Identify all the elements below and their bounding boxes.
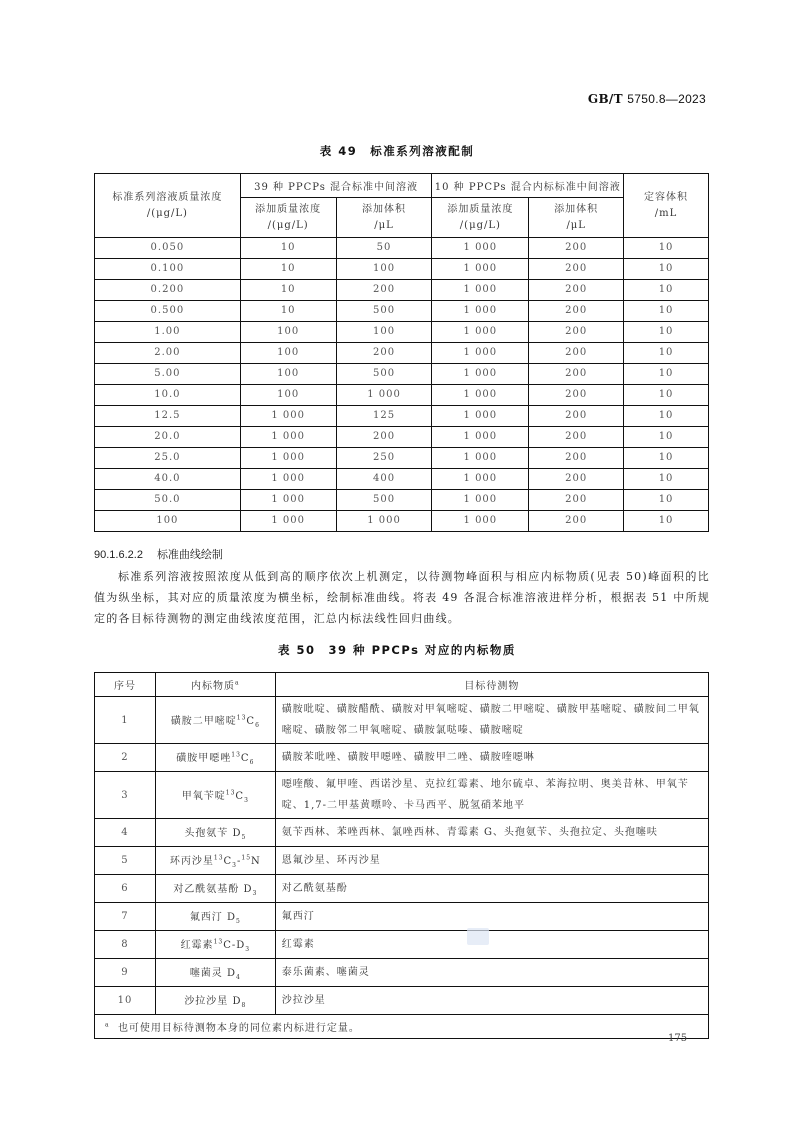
subheader-vol-1: [336, 198, 432, 238]
table-row: [95, 697, 709, 744]
table-cell: 40.0: [95, 469, 241, 490]
table-cell: 125: [336, 406, 432, 427]
table-row: [95, 490, 709, 511]
page-number: 175: [668, 1033, 688, 1044]
isotope-label: C: [223, 856, 233, 867]
table-cell: 10: [624, 469, 709, 490]
table-cell: 200: [529, 448, 624, 469]
table-row: [95, 772, 709, 819]
table-cell: 200: [529, 301, 624, 322]
table-cell: 1 000: [432, 427, 529, 448]
header-group-internal: 10 种 PPCPs 混合内标标准中间溶液: [432, 174, 624, 198]
isotope-count: 4: [236, 974, 241, 981]
subheader-unit: /μL: [374, 219, 394, 231]
table-cell: 10: [240, 259, 336, 280]
table-cell: 10: [624, 301, 709, 322]
header-target: 目标待测物: [275, 673, 708, 697]
table-cell: 1 000: [432, 343, 529, 364]
table-49: [94, 173, 709, 532]
footnote-mark: a: [235, 679, 240, 687]
isotope-count: 3: [245, 946, 251, 953]
target-analytes: 红霉素: [275, 931, 708, 959]
table-cell: 500: [336, 364, 432, 385]
table-cell: 1 000: [432, 469, 529, 490]
isotope-count: 3: [232, 862, 237, 869]
standard-code: [588, 92, 706, 106]
isotope-count: 3: [244, 796, 249, 804]
isotope-sep: -: [237, 856, 242, 867]
is-name: 头孢氨苄: [184, 828, 233, 839]
isotope-label: C-D: [223, 940, 246, 951]
internal-standard: [155, 931, 275, 959]
watermark-logo: [467, 928, 489, 945]
subheader-vol-2: [529, 198, 624, 238]
target-analytes: 泰乐菌素、噻菌灵: [275, 959, 708, 987]
table-row: [95, 280, 709, 301]
table-cell: 100: [240, 364, 336, 385]
table-cell: 200: [336, 280, 432, 301]
table-cell: 10: [624, 448, 709, 469]
row-index: 9: [95, 959, 156, 987]
table-row: [95, 448, 709, 469]
isotope-label: D: [232, 996, 242, 1007]
footnote-text: 也可使用目标待测物本身的同位素内标进行定量。: [117, 1023, 360, 1034]
table-cell: 200: [529, 469, 624, 490]
target-analytes: 噁喹酸、氟甲喹、西诺沙星、克拉红霉素、地尔硫卓、苯海拉明、奥美昔林、甲氧苄啶、1,7-二甲基黄嘌呤、卡马西平、脱氢硝苯地平: [275, 772, 708, 819]
isotope-mass: 13: [231, 751, 241, 759]
table49-caption: 表 49 标准系列溶液配制: [319, 144, 475, 158]
isotope-mass: 13: [225, 789, 236, 797]
table-cell: 10: [624, 406, 709, 427]
internal-standard: [155, 875, 275, 903]
target-analytes: 氨苄西林、苯唑西林、氯唑西林、青霉素 G、头孢氨苄、头孢拉定、头孢噻呋: [275, 819, 708, 847]
header-concentration: [95, 174, 241, 238]
isotope-mass: 15: [241, 854, 252, 862]
standard-prefix: GB/T: [587, 92, 623, 106]
table-50: [94, 672, 709, 1039]
isotope-count: 6: [249, 759, 255, 766]
table-cell: 10.0: [95, 385, 241, 406]
header-label: 定容体积: [644, 191, 689, 203]
table-cell: 100: [336, 259, 432, 280]
internal-standard: [155, 903, 275, 931]
isotope-count: 5: [241, 834, 247, 841]
table-cell: 10: [624, 259, 709, 280]
table-cell: 50.0: [95, 490, 241, 511]
table-cell: 100: [336, 322, 432, 343]
table-cell: 10: [624, 322, 709, 343]
row-index: 5: [95, 847, 156, 875]
is-name: 红霉素: [180, 940, 214, 951]
table-cell: 5.00: [95, 364, 241, 385]
table-row: [95, 959, 709, 987]
header-internal-standard: [155, 673, 275, 697]
table-cell: 1 000: [336, 511, 432, 532]
is-name: 甲氧苄啶: [181, 790, 226, 802]
table-row: [95, 343, 709, 364]
table-row: [95, 469, 709, 490]
table-cell: 10: [624, 280, 709, 301]
subheader-label: 添加体积: [362, 203, 407, 215]
table-cell: 10: [624, 364, 709, 385]
table-cell: 0.100: [95, 259, 241, 280]
table-cell: 200: [529, 343, 624, 364]
target-analytes: 对乙酰氨基酚: [275, 875, 708, 903]
internal-standard: [155, 987, 275, 1015]
table-row: [95, 301, 709, 322]
isotope-count: 3: [252, 890, 258, 897]
table-cell: 1 000: [432, 238, 529, 259]
table-row: [95, 385, 709, 406]
table-cell: 200: [529, 280, 624, 301]
header-index: 序号: [95, 673, 156, 697]
table-cell: 1 000: [432, 259, 529, 280]
is-name: 氟西汀: [189, 912, 227, 923]
is-name: 对乙酰氨基酚: [173, 884, 244, 895]
table-cell: 200: [529, 259, 624, 280]
subheader-unit: /(μg/L): [267, 219, 309, 231]
table-cell: 1 000: [240, 469, 336, 490]
isotope-label: D: [227, 912, 237, 923]
table-cell: 200: [529, 364, 624, 385]
isotope-label: C: [246, 715, 256, 727]
table-row: [95, 406, 709, 427]
table-row: [95, 847, 709, 875]
table-cell: 1 000: [240, 511, 336, 532]
isotope-count: 8: [241, 1002, 247, 1009]
table-cell: 1 000: [432, 364, 529, 385]
internal-standard: [155, 772, 275, 819]
isotope-mass: 13: [213, 854, 224, 862]
table-cell: 1 000: [432, 280, 529, 301]
table-cell: 200: [529, 490, 624, 511]
table-cell: 1 000: [432, 385, 529, 406]
table-cell: 500: [336, 490, 432, 511]
table-row: [95, 238, 709, 259]
isotope-mass: 13: [213, 938, 224, 946]
is-name: 噻菌灵: [189, 968, 227, 979]
section-title: 标准曲线绘制: [156, 548, 223, 561]
subheader-conc-1: [240, 198, 336, 238]
table-cell: 100: [240, 322, 336, 343]
table-row: [95, 322, 709, 343]
internal-standard: [155, 959, 275, 987]
table-cell: 200: [529, 322, 624, 343]
row-index: 1: [95, 697, 156, 744]
section-paragraph: 标准系列溶液按照浓度从低到高的顺序依次上机测定，以待测物峰面积与相应内标物质(见表 50)峰面积的比值为纵坐标，其对应的质量浓度为横坐标，绘制标准曲线。将表 49 各混合标准溶液进样分析，根据表 51 中所规定的各目标待测物的测定曲线浓度范围，汇总内标法线性回归曲线。: [94, 570, 710, 625]
header-label: 标准系列溶液质量浓度: [112, 191, 223, 203]
row-index: 3: [95, 772, 156, 819]
row-index: 6: [95, 875, 156, 903]
table-cell: 50: [336, 238, 432, 259]
table-cell: 200: [336, 343, 432, 364]
section-heading: [94, 546, 223, 562]
table-cell: 100: [240, 343, 336, 364]
subheader-label: 添加质量浓度: [447, 203, 514, 215]
header-unit: /(μg/L): [146, 207, 188, 219]
table-cell: 100: [240, 385, 336, 406]
isotope-label: D: [232, 828, 242, 839]
row-index: 2: [95, 744, 156, 772]
table-row: [95, 903, 709, 931]
table-cell: 10: [624, 238, 709, 259]
table-cell: 1 000: [240, 490, 336, 511]
internal-standard: [155, 847, 275, 875]
subheader-label: 添加质量浓度: [255, 203, 322, 215]
isotope-label: C: [235, 790, 245, 802]
is-name: 磺胺二甲嘧啶: [170, 715, 237, 727]
internal-standard: [155, 744, 275, 772]
table-cell: 200: [529, 238, 624, 259]
target-analytes: 磺胺苯吡唑、磺胺甲噁唑、磺胺甲二唑、磺胺喹噁啉: [275, 744, 708, 772]
row-index: 10: [95, 987, 156, 1015]
isotope-count: 6: [255, 721, 260, 729]
table-cell: 200: [529, 511, 624, 532]
table-cell: 1 000: [336, 385, 432, 406]
subheader-unit: /(μg/L): [459, 219, 501, 231]
table-cell: 10: [240, 301, 336, 322]
table-row: [95, 744, 709, 772]
isotope-label: D: [227, 968, 237, 979]
table-cell: 1.00: [95, 322, 241, 343]
table-cell: 0.500: [95, 301, 241, 322]
table-cell: 1 000: [432, 322, 529, 343]
table-row: [95, 511, 709, 532]
subheader-label: 添加体积: [554, 203, 599, 215]
table-cell: 2.00: [95, 343, 241, 364]
isotope-label: D: [243, 884, 253, 895]
header-volume: [624, 174, 709, 238]
target-analytes: 沙拉沙星: [275, 987, 708, 1015]
table-cell: 25.0: [95, 448, 241, 469]
standard-number: 5750.8—2023: [627, 92, 706, 106]
table-row: [95, 427, 709, 448]
isotope-label: C: [240, 753, 250, 764]
header-group-standard: 39 种 PPCPs 混合标准中间溶液: [240, 174, 432, 198]
table-cell: 0.050: [95, 238, 241, 259]
table-row: [95, 931, 709, 959]
table-cell: 10: [624, 490, 709, 511]
table-cell: 200: [529, 427, 624, 448]
internal-standard: [155, 697, 275, 744]
table50-caption: 表 50 39 种 PPCPs 对应的内标物质: [278, 643, 516, 657]
table-cell: 1 000: [432, 511, 529, 532]
is-name: 环丙沙星: [169, 856, 214, 867]
isotope-mass: 13: [236, 714, 247, 722]
table-footnote: [95, 1015, 709, 1039]
table-cell: 1 000: [240, 448, 336, 469]
table-row: [95, 259, 709, 280]
table-cell: 0.200: [95, 280, 241, 301]
table-cell: 12.5: [95, 406, 241, 427]
table-cell: 10: [624, 427, 709, 448]
table-row: [95, 987, 709, 1015]
row-index: 7: [95, 903, 156, 931]
table-cell: 400: [336, 469, 432, 490]
row-index: 4: [95, 819, 156, 847]
table-cell: 1 000: [432, 301, 529, 322]
table-cell: 200: [529, 406, 624, 427]
header-unit: /mL: [654, 207, 678, 219]
table-row: [95, 364, 709, 385]
table-cell: 250: [336, 448, 432, 469]
table-cell: 200: [529, 385, 624, 406]
table-cell: 20.0: [95, 427, 241, 448]
is-name: 沙拉沙星: [184, 996, 233, 1007]
table-cell: 10: [624, 343, 709, 364]
is-name: 磺胺甲噁唑: [176, 753, 232, 764]
isotope-count: 5: [236, 918, 241, 925]
target-analytes: 磺胺吡啶、磺胺醋酰、磺胺对甲氧嘧啶、磺胺二甲嘧啶、磺胺甲基嘧啶、磺胺间二甲氧嘧啶、磺胺邻二甲氧嘧啶、磺胺氯哒嗪、磺胺嘧啶: [275, 697, 708, 744]
table-cell: 10: [240, 280, 336, 301]
target-analytes: 恩氟沙星、环丙沙星: [275, 847, 708, 875]
row-index: 8: [95, 931, 156, 959]
isotope-label: N: [251, 856, 261, 867]
table-cell: 1 000: [432, 490, 529, 511]
table-row: [95, 819, 709, 847]
table-row: [95, 875, 709, 903]
target-analytes: 氟西汀: [275, 903, 708, 931]
section-number: 90.1.6.2.2: [94, 549, 143, 561]
table-cell: 200: [336, 427, 432, 448]
subheader-unit: /μL: [566, 219, 586, 231]
table-cell: 1 000: [240, 406, 336, 427]
header-label: 内标物质: [191, 681, 236, 692]
table-cell: 1 000: [240, 427, 336, 448]
table-cell: 1 000: [432, 406, 529, 427]
table-cell: 500: [336, 301, 432, 322]
internal-standard: [155, 819, 275, 847]
subheader-conc-2: [432, 198, 529, 238]
table-cell: 10: [624, 385, 709, 406]
table-cell: 10: [240, 238, 336, 259]
table-cell: 1 000: [432, 448, 529, 469]
table-cell: 100: [95, 511, 241, 532]
table-cell: 10: [624, 511, 709, 532]
footnote-mark: a: [105, 1021, 110, 1029]
